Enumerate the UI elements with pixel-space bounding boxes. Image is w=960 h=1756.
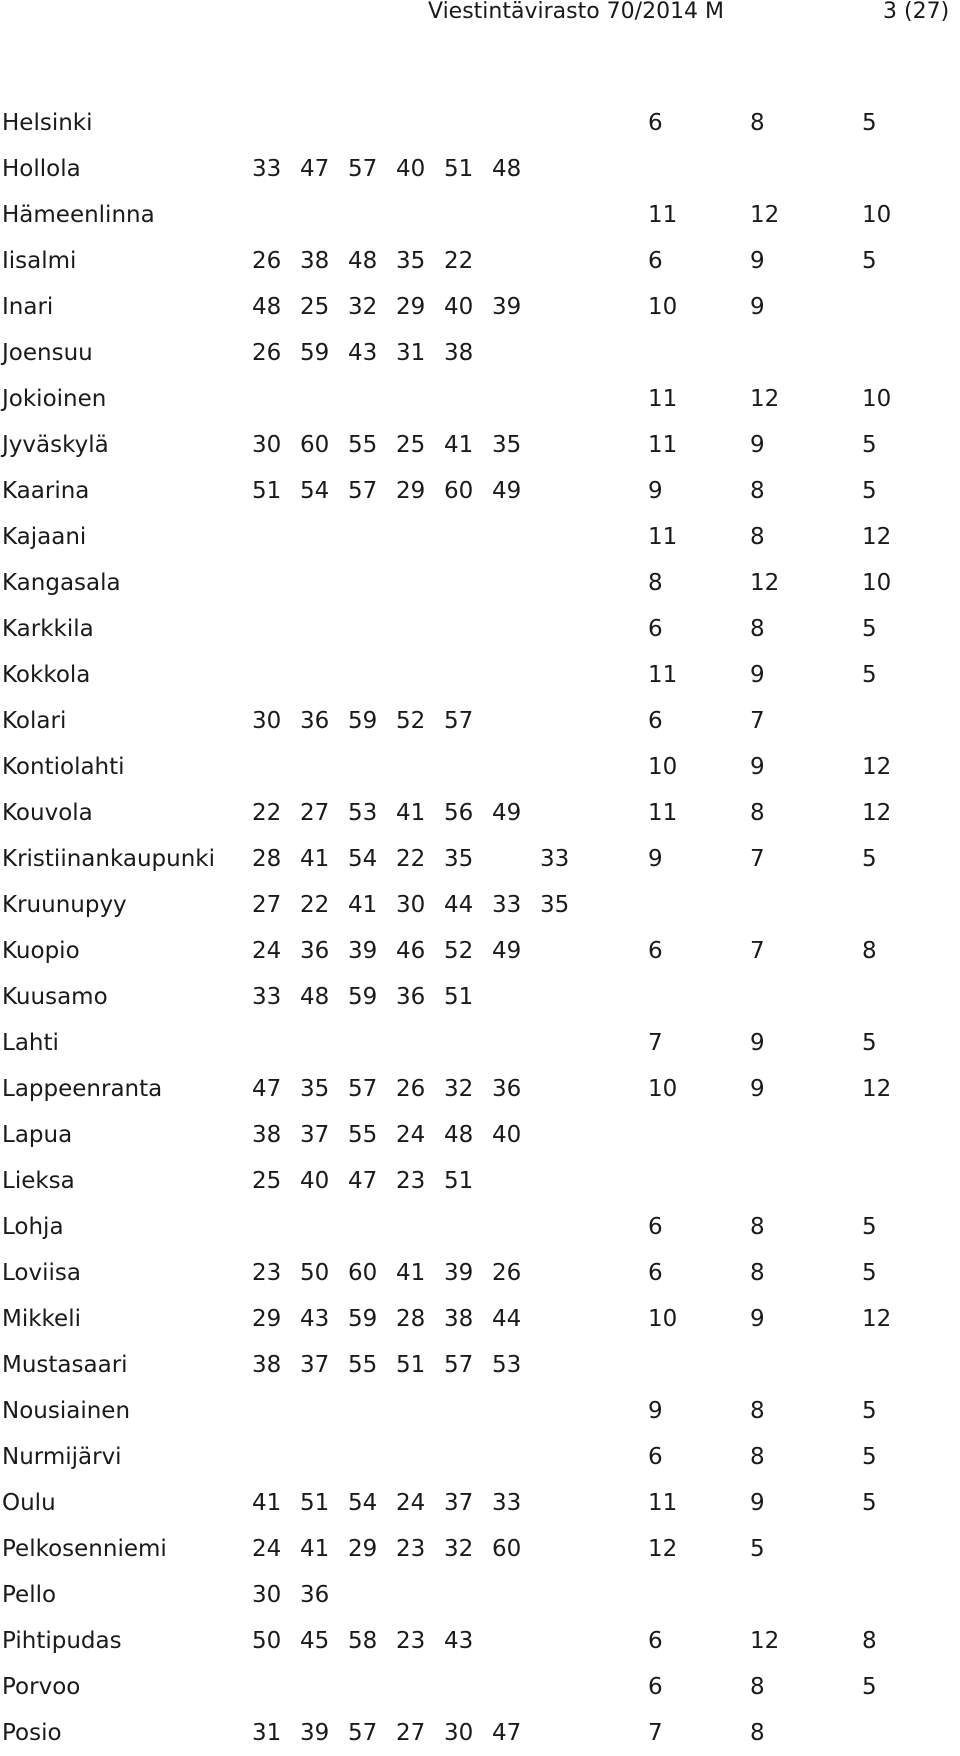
channel-cell: 33 <box>252 984 282 1010</box>
municipality-name: Lapua <box>2 1122 73 1148</box>
channel-cell: 29 <box>396 294 426 320</box>
channel-cell: 38 <box>300 248 330 274</box>
channel-cell: 8 <box>648 570 663 596</box>
municipality-name: Mustasaari <box>2 1352 128 1378</box>
channel-cell: 30 <box>444 1720 474 1746</box>
channel-cell: 10 <box>862 386 892 412</box>
channel-cell: 60 <box>492 1536 522 1562</box>
channel-cell: 32 <box>348 294 378 320</box>
channel-cell: 6 <box>648 248 663 274</box>
channel-cell: 22 <box>252 800 282 826</box>
table-row <box>0 1158 960 1204</box>
table-row <box>0 1250 960 1296</box>
municipality-name: Kaarina <box>2 478 90 504</box>
channel-cell: 27 <box>300 800 330 826</box>
channel-cell: 51 <box>444 156 474 182</box>
channel-cell: 6 <box>648 938 663 964</box>
channel-cell: 53 <box>348 800 378 826</box>
channel-cell: 24 <box>252 1536 282 1562</box>
table-row <box>0 744 960 790</box>
channel-cell: 44 <box>444 892 474 918</box>
table-row <box>0 1066 960 1112</box>
municipality-name: Hollola <box>2 156 81 182</box>
channel-cell: 8 <box>750 1398 765 1424</box>
channel-cell: 5 <box>862 478 877 504</box>
channel-cell: 9 <box>648 1398 663 1424</box>
channel-cell: 37 <box>444 1490 474 1516</box>
channel-cell: 8 <box>750 1214 765 1240</box>
channel-cell: 38 <box>252 1352 282 1378</box>
municipality-name: Mikkeli <box>2 1306 81 1332</box>
municipality-name: Kuusamo <box>2 984 108 1010</box>
channel-cell: 12 <box>862 754 892 780</box>
channel-cell: 47 <box>492 1720 522 1746</box>
municipality-name: Kontiolahti <box>2 754 125 780</box>
channel-cell: 40 <box>396 156 426 182</box>
channel-cell: 11 <box>648 386 678 412</box>
municipality-name: Pello <box>2 1582 57 1608</box>
municipality-name: Posio <box>2 1720 62 1746</box>
channel-cell: 38 <box>444 1306 474 1332</box>
channel-cell: 45 <box>300 1628 330 1654</box>
channel-cell: 23 <box>396 1628 426 1654</box>
table-row <box>0 376 960 422</box>
table-row <box>0 652 960 698</box>
table-row <box>0 1618 960 1664</box>
channel-cell: 8 <box>750 478 765 504</box>
channel-cell: 30 <box>396 892 426 918</box>
document-reference: Viestintävirasto 70/2014 M <box>428 0 725 24</box>
channel-cell: 12 <box>862 1306 892 1332</box>
channel-cell: 40 <box>444 294 474 320</box>
channel-cell: 38 <box>444 340 474 366</box>
table-row <box>0 790 960 836</box>
table-row <box>0 1342 960 1388</box>
table-row <box>0 606 960 652</box>
municipality-name: Kolari <box>2 708 67 734</box>
channel-cell: 54 <box>300 478 330 504</box>
table-row <box>0 100 960 146</box>
channel-cell: 5 <box>862 662 877 688</box>
channel-cell: 8 <box>750 1720 765 1746</box>
channel-cell: 5 <box>862 846 877 872</box>
municipality-name: Pelkosenniemi <box>2 1536 167 1562</box>
table-row <box>0 192 960 238</box>
municipality-name: Jokioinen <box>2 386 107 412</box>
channel-cell: 8 <box>750 616 765 642</box>
channel-cell: 50 <box>300 1260 330 1286</box>
channel-cell: 37 <box>300 1122 330 1148</box>
channel-cell: 22 <box>444 248 474 274</box>
channel-cell: 57 <box>348 156 378 182</box>
channel-cell: 52 <box>444 938 474 964</box>
table-row <box>0 560 960 606</box>
channel-cell: 26 <box>492 1260 522 1286</box>
channel-cell: 9 <box>750 754 765 780</box>
channel-cell: 12 <box>862 800 892 826</box>
channel-cell: 51 <box>396 1352 426 1378</box>
municipality-name: Nousiainen <box>2 1398 131 1424</box>
channel-cell: 33 <box>492 892 522 918</box>
municipality-name: Kokkola <box>2 662 91 688</box>
channel-cell: 9 <box>750 1306 765 1332</box>
channel-cell: 36 <box>300 938 330 964</box>
channel-cell: 30 <box>252 1582 282 1608</box>
page-header <box>0 0 960 30</box>
municipality-name: Pihtipudas <box>2 1628 122 1654</box>
channel-cell: 5 <box>862 1398 877 1424</box>
channel-cell: 5 <box>862 1490 877 1516</box>
channel-cell: 8 <box>750 110 765 136</box>
channel-cell: 41 <box>444 432 474 458</box>
municipality-name: Loviisa <box>2 1260 81 1286</box>
channel-cell: 54 <box>348 846 378 872</box>
channel-cell: 36 <box>396 984 426 1010</box>
municipality-name: Kajaani <box>2 524 87 550</box>
channel-cell: 43 <box>444 1628 474 1654</box>
table-row <box>0 1710 960 1756</box>
channel-cell: 10 <box>862 570 892 596</box>
table-row <box>0 974 960 1020</box>
table-row <box>0 1020 960 1066</box>
municipality-name: Oulu <box>2 1490 56 1516</box>
table-row <box>0 146 960 192</box>
channel-cell: 36 <box>492 1076 522 1102</box>
municipality-name: Helsinki <box>2 110 93 136</box>
channel-cell: 27 <box>252 892 282 918</box>
channel-cell: 9 <box>648 846 663 872</box>
channel-cell: 26 <box>252 340 282 366</box>
table-row <box>0 1526 960 1572</box>
channel-cell: 9 <box>750 1076 765 1102</box>
channel-cell: 47 <box>348 1168 378 1194</box>
municipality-name: Porvoo <box>2 1674 81 1700</box>
channel-cell: 30 <box>252 708 282 734</box>
channel-cell: 32 <box>444 1536 474 1562</box>
channel-cell: 47 <box>300 156 330 182</box>
channel-cell: 35 <box>396 248 426 274</box>
channel-cell: 25 <box>396 432 426 458</box>
channel-cell: 60 <box>300 432 330 458</box>
channel-cell: 26 <box>252 248 282 274</box>
channel-cell: 40 <box>492 1122 522 1148</box>
table-row <box>0 882 960 928</box>
channel-cell: 7 <box>648 1720 663 1746</box>
channel-cell: 5 <box>750 1536 765 1562</box>
channel-cell: 48 <box>300 984 330 1010</box>
channel-cell: 5 <box>862 432 877 458</box>
channel-cell: 50 <box>252 1628 282 1654</box>
channel-cell: 35 <box>300 1076 330 1102</box>
channel-cell: 10 <box>648 1306 678 1332</box>
channel-cell: 25 <box>252 1168 282 1194</box>
channel-cell: 6 <box>648 1444 663 1470</box>
channel-cell: 52 <box>396 708 426 734</box>
channel-cell: 10 <box>648 294 678 320</box>
channel-cell: 8 <box>750 524 765 550</box>
channel-cell: 10 <box>648 1076 678 1102</box>
table-row <box>0 698 960 744</box>
channel-cell: 39 <box>492 294 522 320</box>
channel-cell: 28 <box>396 1306 426 1332</box>
municipality-name: Hämeenlinna <box>2 202 155 228</box>
municipality-name: Kangasala <box>2 570 121 596</box>
channel-cell: 9 <box>750 662 765 688</box>
channel-cell: 36 <box>300 708 330 734</box>
channel-cell: 8 <box>750 1444 765 1470</box>
channel-cell: 26 <box>396 1076 426 1102</box>
channel-cell: 9 <box>750 248 765 274</box>
municipality-name: Joensuu <box>2 340 93 366</box>
channel-cell: 33 <box>252 156 282 182</box>
channel-cell: 54 <box>348 1490 378 1516</box>
table-row <box>0 1480 960 1526</box>
channel-cell: 5 <box>862 616 877 642</box>
channel-cell: 11 <box>648 1490 678 1516</box>
municipality-name: Lieksa <box>2 1168 75 1194</box>
channel-cell: 29 <box>348 1536 378 1562</box>
channel-cell: 57 <box>348 1720 378 1746</box>
channel-cell: 7 <box>750 846 765 872</box>
channel-cell: 6 <box>648 110 663 136</box>
channel-cell: 12 <box>750 386 780 412</box>
channel-cell: 41 <box>396 800 426 826</box>
channel-cell: 5 <box>862 110 877 136</box>
channel-cell: 25 <box>300 294 330 320</box>
channel-cell: 41 <box>396 1260 426 1286</box>
channel-cell: 6 <box>648 1214 663 1240</box>
channel-cell: 57 <box>444 1352 474 1378</box>
channel-cell: 9 <box>648 478 663 504</box>
channel-cell: 53 <box>492 1352 522 1378</box>
channel-cell: 57 <box>348 1076 378 1102</box>
channel-cell: 28 <box>252 846 282 872</box>
channel-cell: 47 <box>252 1076 282 1102</box>
channel-cell: 8 <box>750 1260 765 1286</box>
channel-cell: 59 <box>300 340 330 366</box>
table-row <box>0 836 960 882</box>
channel-cell: 49 <box>492 800 522 826</box>
channel-cell: 5 <box>862 248 877 274</box>
channel-cell: 59 <box>348 708 378 734</box>
channel-cell: 11 <box>648 524 678 550</box>
municipality-name: Jyväskylä <box>2 432 109 458</box>
table-row <box>0 1572 960 1618</box>
channel-cell: 12 <box>648 1536 678 1562</box>
channel-cell: 38 <box>252 1122 282 1148</box>
channel-cell: 6 <box>648 1674 663 1700</box>
channel-cell: 48 <box>348 248 378 274</box>
channel-cell: 41 <box>300 846 330 872</box>
channel-cell: 10 <box>862 202 892 228</box>
channel-cell: 24 <box>252 938 282 964</box>
channel-cell: 31 <box>396 340 426 366</box>
channel-cell: 11 <box>648 800 678 826</box>
channel-cell: 44 <box>492 1306 522 1332</box>
channel-cell: 46 <box>396 938 426 964</box>
channel-cell: 57 <box>444 708 474 734</box>
channel-cell: 12 <box>750 202 780 228</box>
channel-cell: 58 <box>348 1628 378 1654</box>
channel-cell: 41 <box>252 1490 282 1516</box>
channel-cell: 57 <box>348 478 378 504</box>
channel-cell: 49 <box>492 938 522 964</box>
channel-cell: 12 <box>862 524 892 550</box>
municipality-name: Iisalmi <box>2 248 77 274</box>
municipality-name: Lappeenranta <box>2 1076 163 1102</box>
channel-cell: 24 <box>396 1122 426 1148</box>
channel-cell: 12 <box>750 1628 780 1654</box>
channel-cell: 5 <box>862 1214 877 1240</box>
table-row <box>0 1664 960 1710</box>
channel-cell: 8 <box>862 938 877 964</box>
table-row <box>0 928 960 974</box>
channel-cell: 30 <box>252 432 282 458</box>
channel-cell: 60 <box>444 478 474 504</box>
channel-cell: 39 <box>300 1720 330 1746</box>
municipality-name: Nurmijärvi <box>2 1444 122 1470</box>
channel-cell: 8 <box>750 800 765 826</box>
channel-cell: 7 <box>648 1030 663 1056</box>
channel-cell: 48 <box>492 156 522 182</box>
channel-cell: 23 <box>396 1168 426 1194</box>
channel-cell: 9 <box>750 294 765 320</box>
channel-cell: 33 <box>540 846 570 872</box>
municipality-name: Kouvola <box>2 800 93 826</box>
channel-cell: 51 <box>444 1168 474 1194</box>
table-row <box>0 1296 960 1342</box>
channel-cell: 5 <box>862 1444 877 1470</box>
table-row <box>0 422 960 468</box>
page-number: 3 (27) <box>883 0 950 24</box>
channel-cell: 24 <box>396 1490 426 1516</box>
channel-cell: 39 <box>348 938 378 964</box>
municipality-name: Lohja <box>2 1214 64 1240</box>
channel-cell: 8 <box>750 1674 765 1700</box>
channel-cell: 11 <box>648 202 678 228</box>
channel-cell: 49 <box>492 478 522 504</box>
channel-cell: 56 <box>444 800 474 826</box>
channel-cell: 11 <box>648 662 678 688</box>
channel-cell: 5 <box>862 1030 877 1056</box>
municipality-name: Kuopio <box>2 938 80 964</box>
channel-cell: 39 <box>444 1260 474 1286</box>
channel-cell: 55 <box>348 1122 378 1148</box>
channel-cell: 35 <box>540 892 570 918</box>
channel-cell: 27 <box>396 1720 426 1746</box>
municipality-name: Lahti <box>2 1030 59 1056</box>
channel-cell: 7 <box>750 938 765 964</box>
channel-cell: 55 <box>348 1352 378 1378</box>
channel-cell: 5 <box>862 1674 877 1700</box>
channel-cell: 5 <box>862 1260 877 1286</box>
channel-cell: 23 <box>252 1260 282 1286</box>
channel-cell: 41 <box>348 892 378 918</box>
channel-cell: 51 <box>300 1490 330 1516</box>
channel-cell: 12 <box>862 1076 892 1102</box>
channel-cell: 35 <box>444 846 474 872</box>
channel-cell: 10 <box>648 754 678 780</box>
channel-cell: 6 <box>648 616 663 642</box>
table-row <box>0 1434 960 1480</box>
channel-cell: 51 <box>444 984 474 1010</box>
municipality-name: Karkkila <box>2 616 94 642</box>
channel-cell: 59 <box>348 1306 378 1332</box>
channel-cell: 9 <box>750 432 765 458</box>
channel-cell: 31 <box>252 1720 282 1746</box>
channel-cell: 22 <box>300 892 330 918</box>
table-row <box>0 468 960 514</box>
municipality-name: Inari <box>2 294 54 320</box>
channel-cell: 43 <box>300 1306 330 1332</box>
channel-cell: 60 <box>348 1260 378 1286</box>
channel-cell: 51 <box>252 478 282 504</box>
table-row <box>0 1204 960 1250</box>
channel-cell: 59 <box>348 984 378 1010</box>
channel-cell: 37 <box>300 1352 330 1378</box>
channel-cell: 48 <box>252 294 282 320</box>
channel-cell: 23 <box>396 1536 426 1562</box>
channel-table <box>0 100 960 1756</box>
channel-cell: 8 <box>862 1628 877 1654</box>
table-row <box>0 1112 960 1158</box>
channel-cell: 40 <box>300 1168 330 1194</box>
channel-cell: 36 <box>300 1582 330 1608</box>
channel-cell: 29 <box>396 478 426 504</box>
municipality-name: Kristiinankaupunki <box>2 846 216 872</box>
channel-cell: 6 <box>648 1260 663 1286</box>
channel-cell: 6 <box>648 1628 663 1654</box>
channel-cell: 29 <box>252 1306 282 1332</box>
channel-cell: 32 <box>444 1076 474 1102</box>
table-row <box>0 514 960 560</box>
channel-cell: 7 <box>750 708 765 734</box>
channel-cell: 33 <box>492 1490 522 1516</box>
table-row <box>0 284 960 330</box>
channel-cell: 12 <box>750 570 780 596</box>
channel-cell: 48 <box>444 1122 474 1148</box>
channel-cell: 11 <box>648 432 678 458</box>
channel-cell: 22 <box>396 846 426 872</box>
channel-cell: 55 <box>348 432 378 458</box>
channel-cell: 9 <box>750 1030 765 1056</box>
table-row <box>0 330 960 376</box>
municipality-name: Kruunupyy <box>2 892 127 918</box>
channel-cell: 41 <box>300 1536 330 1562</box>
table-row <box>0 238 960 284</box>
channel-cell: 9 <box>750 1490 765 1516</box>
channel-cell: 35 <box>492 432 522 458</box>
channel-cell: 43 <box>348 340 378 366</box>
table-row <box>0 1388 960 1434</box>
channel-cell: 6 <box>648 708 663 734</box>
